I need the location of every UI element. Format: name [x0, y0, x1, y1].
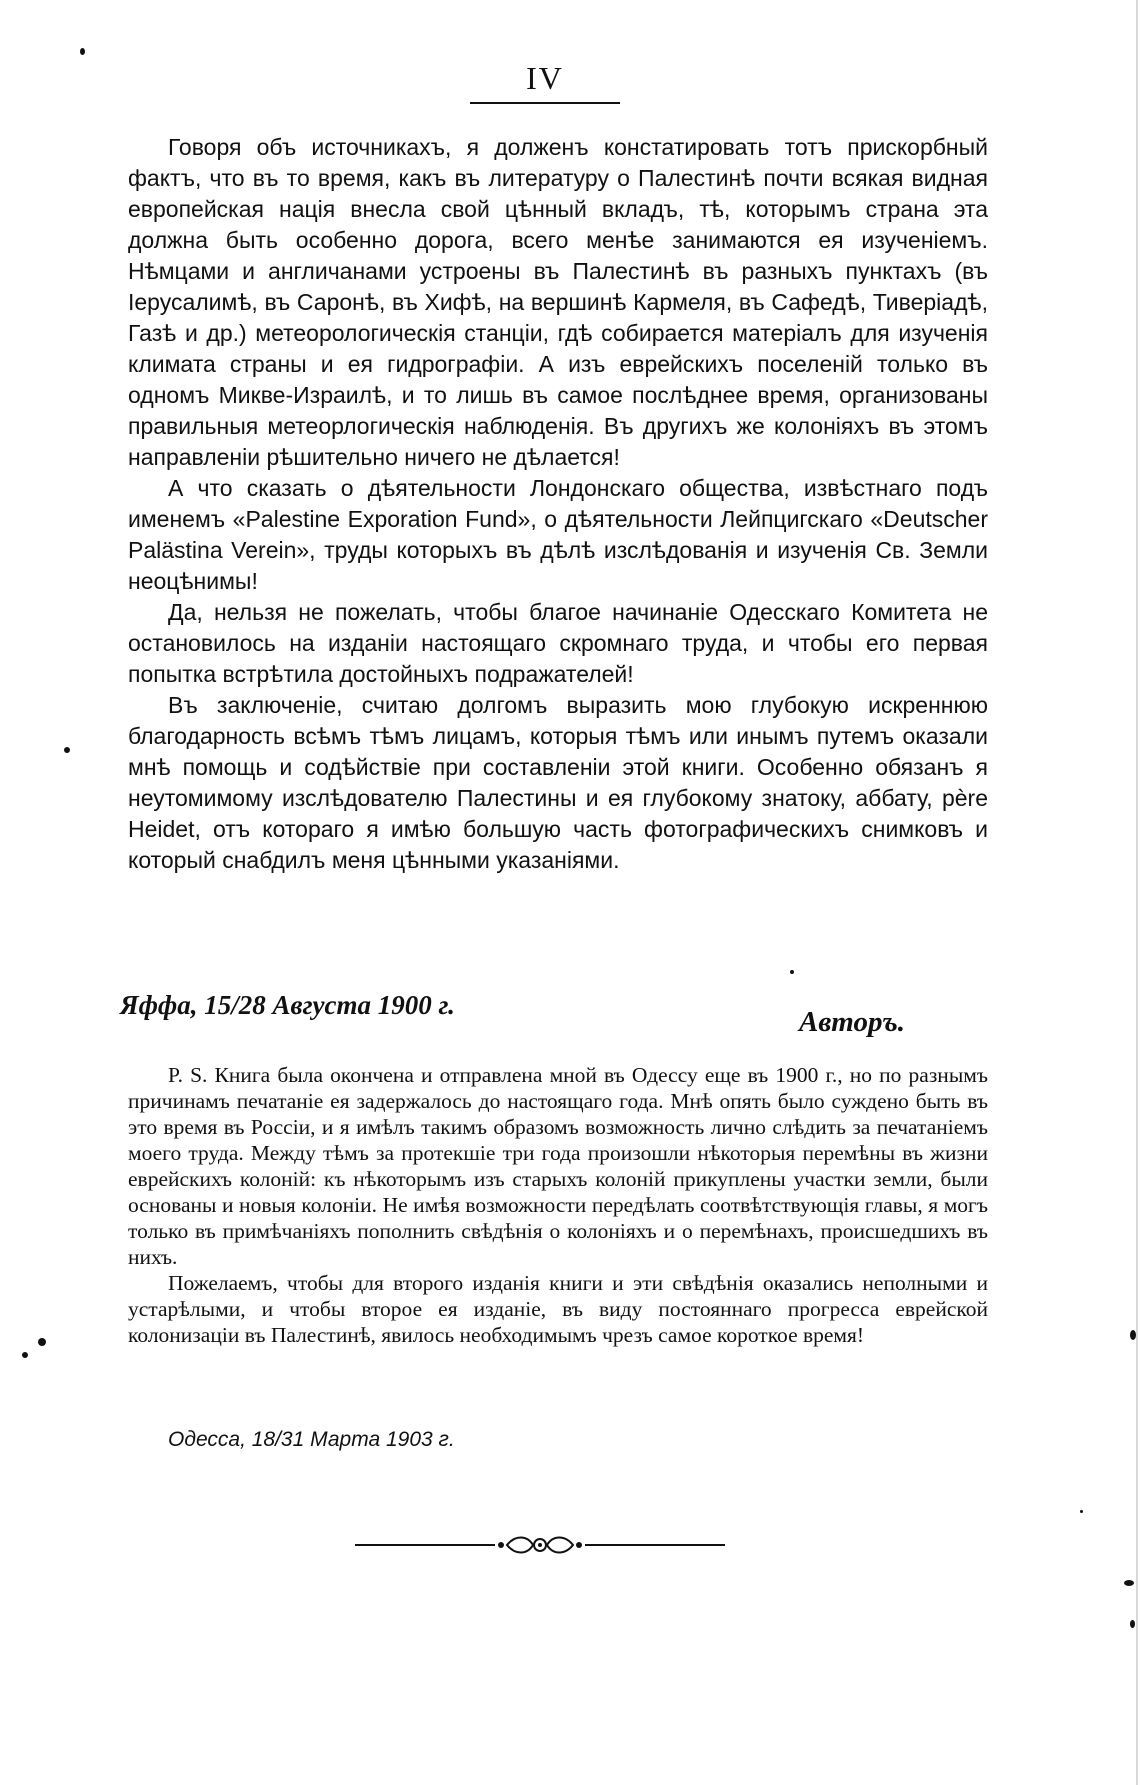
- preface-body: [128, 132, 988, 876]
- paragraph-london-society: А что сказать о дѣятельности Лондонскаго общества, извѣстнаго подъ именемъ «Palestine Exporation Fund», о дѣятельности Лейпцигскаго «Deutscher Palästina Verein», труды которыхъ въ дѣлѣ изслѣдованія и изученія Св. Земли неоцѣнимы!: [128, 475, 988, 594]
- scan-speck: [1080, 1510, 1083, 1513]
- scan-speck: [1130, 1330, 1136, 1340]
- scan-speck: [64, 747, 70, 753]
- paragraph-wish: Да, нельзя не пожелать, чтобы благое начинаніе Одесскаго Комитета не остановилось на изданіи настоящаго скромнаго труда, и чтобы его первая попытка встрѣтила достойныхъ подражателей!: [128, 599, 988, 687]
- page-number: IV: [526, 60, 564, 96]
- end-ornament-icon: [355, 1530, 725, 1560]
- scan-speck: [38, 1338, 46, 1346]
- signature-date: Яффа, 15/28 Августа 1900 г.: [120, 990, 455, 1020]
- scan-edge: [1136, 0, 1138, 1785]
- signature-author: Авторъ.: [798, 1006, 905, 1038]
- postscript-date: Одесса, 18/31 Марта 1903 г.: [168, 1428, 455, 1451]
- scan-speck: [1124, 1580, 1134, 1586]
- scan-speck: [1130, 1620, 1135, 1628]
- postscript-paragraph: Пожелаемъ, чтобы для второго изданія книги и эти свѣдѣнія оказались неполными и устарѣлыми, и чтобы второе ея изданіе, въ виду постояннаго прогресса еврейской колонизаціи въ Палестинѣ, явилось необходимымъ чрезъ самое короткое время!: [128, 1271, 988, 1347]
- postscript-paragraph: P. S. Книга была окончена и отправлена мной въ Одессу еще въ 1900 г., но по разнымъ причинамъ печатаніе ея задержалось до настоящаго года. Мнѣ опять было суждено быть въ это время въ Россіи, и я имѣлъ такимъ образомъ возможность лично слѣдить за печатаніемъ моего труда. Между тѣмъ за протекшіе три года произошли нѣкоторыя перемѣны въ жизни еврейскихъ колоній: къ нѣкоторымъ изъ старыхъ колоній прикуплены участки земли, были основаны и новыя колоніи. Не имѣя возможности передѣлать соотвѣтствующія главы, я могъ только въ примѣчаніяхъ пополнить свѣдѣнія о колоніяхъ и о перемѣнахъ, происшедшихъ въ нихъ.: [128, 1063, 988, 1269]
- paragraph-sources: Говоря объ источникахъ, я долженъ констатировать тотъ прискорбный фактъ, что въ то время, какъ въ литературу о Палестинѣ почти всякая видная европейская нація внесла свой цѣнный вкладъ, тѣ, которымъ страна эта должна быть особенно дорога, всего менѣе занимаются ея изученіемъ. Нѣмцами и англичанами устроены въ Палестинѣ въ разныхъ пунктахъ (въ Іерусалимѣ, въ Саронѣ, въ Хифѣ, на вершинѣ Кармеля, въ Сафедѣ, Тиверіадѣ, Газѣ и др.) метеорологическія станціи, гдѣ собирается матеріалъ для изученія климата страны и ея гидрографіи. А изъ еврейскихъ поселеній только въ одномъ Микве-Израилѣ, и то лишь въ самое послѣднее время, организованы правильныя метеорлогическія наблюденія. Въ другихъ же колоніяхъ въ этомъ направленіи рѣшительно ничего не дѣлается!: [128, 134, 988, 470]
- paragraph-acknowledgement: Въ заключеніе, считаю долгомъ выразить мою глубокую искреннюю благодарность всѣмъ тѣмъ лицамъ, которыя тѣмъ или инымъ путемъ оказали мнѣ помощь и содѣйствіе при составленіи этой книги. Особенно обязанъ я неутомимому изслѣдователю Палестины и ея глубокому знатоку, аббату, père Heidet, отъ котораго я имѣю большую часть фотографическихъ снимковъ и который снабдилъ меня цѣнными указаніями.: [128, 692, 988, 873]
- page-number-rule: [470, 102, 620, 104]
- scan-speck: [22, 1352, 28, 1358]
- postscript: [128, 1062, 988, 1348]
- scan-speck: [80, 48, 85, 55]
- scan-speck: [790, 970, 794, 974]
- signature-block: [120, 990, 1000, 1050]
